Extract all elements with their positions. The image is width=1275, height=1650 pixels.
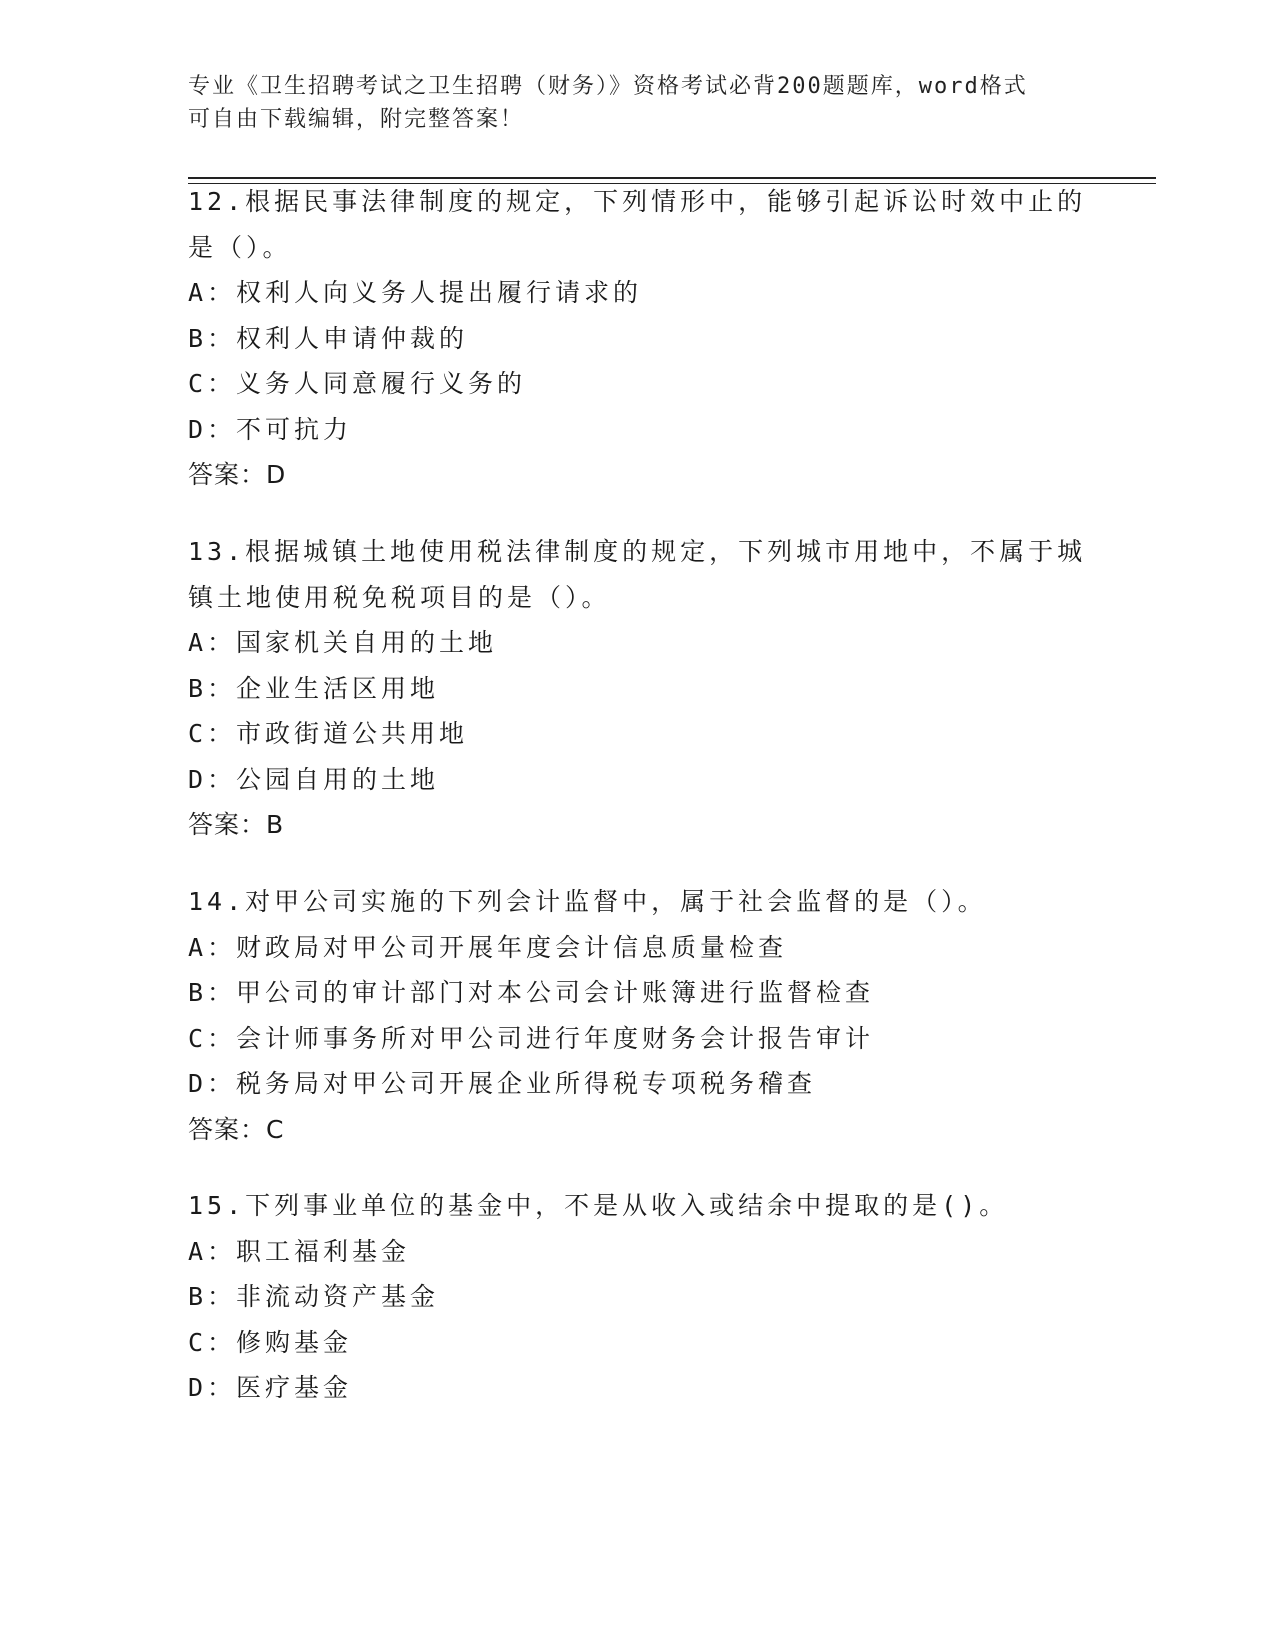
option-b: B：非流动资产基金: [188, 1282, 440, 1311]
question-stem-line: 13.根据城镇土地使用税法律制度的规定，下列城市用地中，不属于城: [188, 537, 1087, 566]
answer-line: 答案：C: [188, 1114, 285, 1144]
question-13: [188, 529, 1088, 848]
document-header: [188, 70, 1088, 136]
option-a: A：权利人向义务人提出履行请求的: [188, 278, 643, 307]
question-14: [188, 879, 1088, 1152]
question-stem-line: 是（）。: [188, 232, 292, 262]
option-d: D：医疗基金: [188, 1373, 353, 1402]
option-b: B：企业生活区用地: [188, 673, 440, 703]
option-d: D：公园自用的土地: [188, 764, 440, 794]
option-b: B：甲公司的审计部门对本公司会计账簿进行监督检查: [188, 978, 875, 1007]
option-d: D：不可抗力: [188, 414, 353, 444]
answer-line: 答案：D: [188, 460, 287, 489]
option-d: D：税务局对甲公司开展企业所得税专项税务稽查: [188, 1069, 817, 1098]
question-15: [188, 1183, 1088, 1411]
question-stem-line: 12.根据民事法律制度的规定，下列情形中，能够引起诉讼时效中止的: [188, 187, 1087, 216]
header-line-1: 专业《卫生招聘考试之卫生招聘（财务）》资格考试必背200题题库，word格式: [188, 74, 1028, 99]
option-c: C：会计师事务所对甲公司进行年度财务会计报告审计: [188, 1023, 875, 1053]
option-a: A：职工福利基金: [188, 1236, 411, 1266]
question-stem-line: 镇土地使用税免税项目的是（）。: [188, 582, 611, 612]
header-line-2: 可自由下载编辑，附完整答案！: [188, 107, 525, 132]
option-c: C：修购基金: [188, 1327, 353, 1357]
question-stem-line: 15.下列事业单位的基金中，不是从收入或结余中提取的是()。: [188, 1191, 1009, 1220]
option-b: B：权利人申请仲裁的: [188, 323, 469, 353]
option-c: C：市政街道公共用地: [188, 719, 469, 748]
option-c: C：义务人同意履行义务的: [188, 369, 527, 398]
answer-line: 答案：B: [188, 810, 285, 839]
option-a: A：国家机关自用的土地: [188, 628, 498, 657]
option-a: A：财政局对甲公司开展年度会计信息质量检查: [188, 932, 788, 962]
question-stem-line: 14.对甲公司实施的下列会计监督中，属于社会监督的是（）。: [188, 887, 987, 916]
question-12: [188, 179, 1088, 498]
